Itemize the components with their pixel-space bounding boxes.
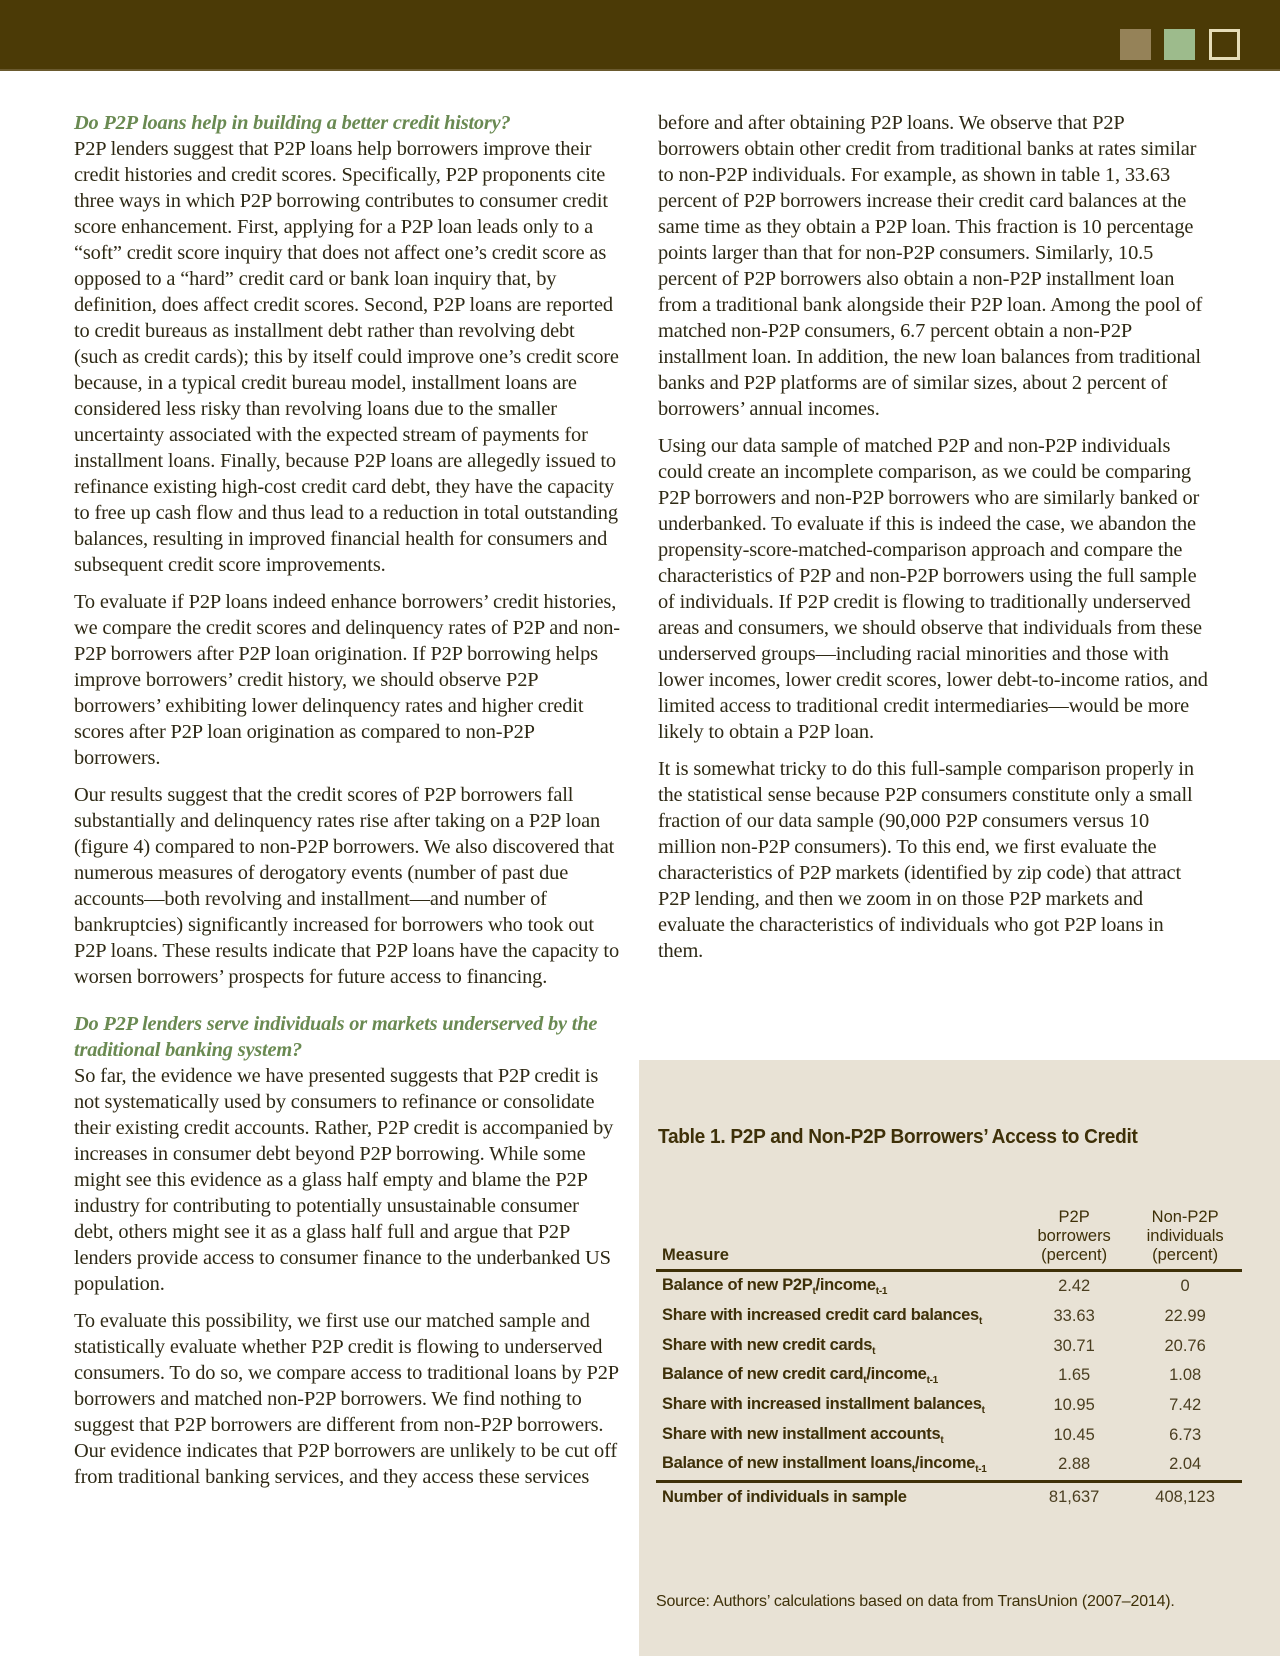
table-row — [656, 1271, 1242, 1302]
table-title: Table 1. P2P and Non-P2P Borrowers’ Access to Credit — [658, 1125, 1138, 1148]
table-row — [656, 1361, 1242, 1391]
header-bar — [0, 0, 1280, 71]
table-row — [656, 1391, 1242, 1421]
table-total-row — [656, 1481, 1242, 1512]
column-header-p2p: P2P borrowers (percent) — [1020, 1208, 1128, 1271]
paragraph: Our results suggest that the credit scores of P2P borrowers fall substantially and delinquency rates rise after taking on a P2P loan (figure 4) compared to non-P2P borrowers. We also discovered that numerous measures of derogatory events (number of past due accounts—both revolving and installment—and number of bankruptcies) significantly increased for borrowers who took out P2P loans. These results indicate that P2P loans have the capacity to worsen borrowers’ prospects for future access to financing. — [74, 784, 619, 988]
measure-cell: Number of individuals in sample — [656, 1481, 1020, 1512]
p2p-value: 2.88 — [1058, 1455, 1091, 1474]
table-row — [656, 1450, 1242, 1481]
tan-square-icon — [1120, 29, 1151, 60]
table-row — [656, 1420, 1242, 1450]
access-to-credit-table — [656, 1208, 1242, 1513]
table-source-note: Source: Authors’ calculations based on data from TransUnion (2007–2014). — [656, 1593, 1175, 1610]
paragraph: P2P lenders suggest that P2P loans help borrowers improve their credit histories and credit scores. Specifically, P2P proponents cite three ways in which P2P borrowing contributes to consumer credit score enhancement. First, applying for a P2P loan leads only to a “soft” credit score inquiry that does not affect one’s credit score as opposed to a “hard” credit card or bank loan inquiry that, by definition, does affect credit scores. Second, P2P loans are reported to credit bureaus as installment debt rather than revolving debt (such as credit cards); this by itself could improve one’s credit score because, in a typical credit bureau model, installment loans are considered less risky than revolving loans due to the smaller uncertainty associated with the expected stream of payments for installment loans. Finally, because P2P loans are allegedly issued to refinance existing high-cost credit card debt, they have the capacity to free up cash flow and thus lead to a reduction in total outstanding balances, resulting in improved financial health for consumers and subsequent credit score improvements. — [74, 138, 619, 576]
nonp2p-value: 7.42 — [1169, 1396, 1202, 1415]
section-heading-credit-history: Do P2P loans help in building a better credit history? — [74, 112, 511, 134]
paragraph: Using our data sample of matched P2P and non-P2P individuals could create an incomplete comparison, as we could be comparing P2P borrowers and non-P2P borrowers who are similarly banked or underbanked. To evaluate if this is indeed the case, we abandon the propensity-score-matched-comparison approach and compare the characteristics of P2P and non-P2P borrowers using the full sample of individuals. If P2P credit is flowing to traditionally underserved areas and consumers, we should observe that individuals from these underserved groups—including racial minorities and those with lower incomes, lower credit scores, lower debt-to-income ratios, and limited access to traditional credit intermediaries—would be more likely to obtain a P2P loan. — [658, 435, 1208, 743]
measure-cell: Share with increased installment balances$_t$ — [662, 1395, 985, 1417]
p2p-value: 10.95 — [1053, 1396, 1095, 1415]
paragraph: before and after obtaining P2P loans. We observe that P2P borrowers obtain other credit from traditional banks at rates similar to non-P2P individuals. For example, as shown in table 1, 33.63 percent of P2P borrowers increase their credit card balances at the same time as they obtain a P2P loan. This fraction is 10 percentage points larger than that for non-P2P consumers. Similarly, 10.5 percent of P2P borrowers also obtain a non-P2P installment loan from a traditional bank alongside their P2P loan. Among the pool of matched non-P2P consumers, 6.7 percent obtain a non-P2P installment loan. In addition, the new loan balances from traditional banks and P2P platforms are of similar sizes, about 2 percent of borrowers’ annual incomes. — [658, 112, 1203, 420]
measure-cell: Share with increased credit card balances$_t$ — [662, 1306, 982, 1328]
table-row — [656, 1331, 1242, 1361]
column-header-measure: Measure — [656, 1208, 1020, 1271]
p2p-value: 10.45 — [1053, 1425, 1095, 1444]
outline-square-icon — [1209, 29, 1240, 60]
paragraph: To evaluate this possibility, we first use our matched sample and statistically evaluate whether P2P credit is flowing to underserved consumers. To do so, we compare access to traditional loans by P2P borrowers and matched non-P2P borrowers. We find nothing to suggest that P2P borrowers are different from non-P2P borrowers. Our evidence indicates that P2P borrowers are unlikely to be cut off from traditional banking services, and they access these services — [74, 1310, 619, 1488]
p2p-value: 81,637 — [1020, 1481, 1128, 1512]
measure-cell: Share with new installment accounts$_t$ — [662, 1424, 944, 1446]
nonp2p-value: 408,123 — [1128, 1481, 1242, 1512]
measure-cell: Share with new credit cards$_t$ — [662, 1335, 876, 1357]
column-header-nonp2p: Non-P2P individuals (percent) — [1128, 1208, 1242, 1271]
p2p-value: 1.65 — [1058, 1366, 1091, 1385]
nonp2p-value: 22.99 — [1164, 1307, 1206, 1326]
measure-cell: Balance of new $P2P_t/income_{t-1}$ — [662, 1276, 888, 1298]
right-column — [658, 110, 1208, 975]
table-row — [656, 1302, 1242, 1332]
paragraph: It is somewhat tricky to do this full-sample comparison properly in the statistical sense because P2P consumers constitute only a small fraction of our data sample (90,000 P2P consumers versus 10 million non-P2P consumers). To this end, we first evaluate the characteristics of P2P markets (identified by zip code) that attract P2P lending, and then we zoom in on those P2P markets and evaluate the characteristics of individuals who got P2P loans in them. — [658, 758, 1194, 962]
section-heading-underserved: Do P2P lenders serve individuals or markets underserved by the traditional banking system? — [74, 1013, 598, 1061]
paragraph: So far, the evidence we have presented suggests that P2P credit is not systematically used by consumers to refinance or consolidate their existing credit accounts. Rather, P2P credit is accompanied by increases in consumer debt beyond P2P borrowing. While some might see this evidence as a glass half empty and blame the P2P industry for contributing to potentially unsustainable consumer debt, others might see it as a glass half full and argue that P2P lenders provide access to consumer finance to the underbanked US population. — [74, 1065, 614, 1295]
green-square-icon — [1164, 29, 1195, 60]
p2p-value: 30.71 — [1053, 1336, 1095, 1355]
paragraph: To evaluate if P2P loans indeed enhance borrowers’ credit histories, we compare the credit scores and delinquency rates of P2P and non-P2P borrowers after P2P loan origination. If P2P borrowing helps improve borrowers’ credit history, we should observe P2P borrowers’ exhibiting lower delinquency rates and higher credit scores after P2P loan origination as compared to non-P2P borrowers. — [74, 591, 620, 769]
nonp2p-value: 1.08 — [1169, 1366, 1202, 1385]
nonp2p-value: 20.76 — [1164, 1336, 1206, 1355]
p2p-value: 2.42 — [1058, 1277, 1091, 1296]
nonp2p-value: 0 — [1180, 1277, 1190, 1296]
p2p-value: 33.63 — [1053, 1307, 1095, 1326]
nonp2p-value: 2.04 — [1169, 1455, 1202, 1474]
measure-cell: Balance of new credit card$_t$/income$_{t-1}$ — [662, 1365, 938, 1387]
left-column — [74, 110, 622, 1501]
table-1-panel — [639, 1060, 1280, 1656]
measure-cell: Balance of new installment loans$_t$/income$_{t-1}$ — [662, 1454, 987, 1476]
nonp2p-value: 6.73 — [1169, 1425, 1202, 1444]
